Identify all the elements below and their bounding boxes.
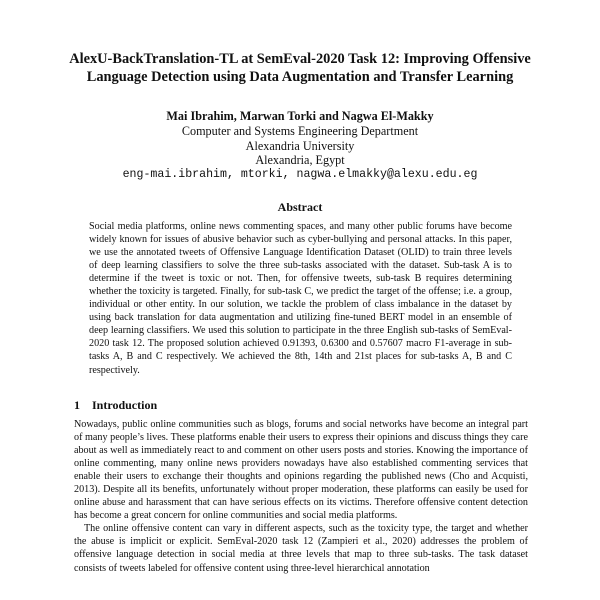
abstract-heading: Abstract <box>277 200 323 214</box>
paper-title: AlexU-BackTranslation-TL at SemEval-2020 Task 12: Improving Offensive Language Detection using Data Augmentation and Transfer Learning <box>69 51 531 85</box>
introduction-body <box>74 418 528 575</box>
affiliation-location: Alexandria, Egypt <box>255 153 345 168</box>
author-emails: eng-mai.ibrahim, mtorki, nagwa.elmakky@alexu.edu.eg <box>122 168 478 182</box>
section-number: 1 <box>74 398 80 412</box>
section-heading-introduction <box>74 398 534 413</box>
author-block <box>60 109 540 183</box>
introduction-paragraph-1: Nowadays, public online communities such as blogs, forums and social networks have become an integral part of many people’s lives. These platforms enable their users to express their opinions and discuss things they care about as well as immediately react to and comment on other users posts and stories. Knowing the importance of online commenting, many online news providers nowadays have also established commenting services that enable their users to exchange their thoughts and opinions regarding the published news (Cho and Acquisti, 2013). Despite all its benefits, unfortunately without proper moderation, these platforms can easily be used for online abuse and harassment that can have serious effects on its victims. Therefore offensive content detection has become a great concern for online communities and social media platforms. <box>74 419 528 522</box>
affiliation-university: Alexandria University <box>245 138 355 153</box>
introduction-paragraph-2: The online offensive content can vary in different aspects, such as the toxicity type, the target and whether the abuse is implicit or explicit. SemEval-2020 task 12 (Zampieri et al., 2020) addresses the problem of offensive language detection in social media at three levels that map to three sub-tasks. The task dataset consists of tweets labeled for offensive content using three-level hierarchical annotation <box>74 523 528 574</box>
author-names: Mai Ibrahim, Marwan Torki and Nagwa El-Makky <box>166 109 434 123</box>
affiliation-department: Computer and Systems Engineering Department <box>181 123 419 138</box>
abstract-text: Social media platforms, online news commenting spaces, and many other public forums have become widely known for issues of abusive behavior such as cyber-bullying and personal attacks. In this paper, we use the annotated tweets of Offensive Language Identification Dataset (OLID) to train three levels of deep learning classifiers to solve the three sub-tasks associated with the dataset. Sub-task A is to determine if the tweet is toxic or not. Then, for offensive tweets, sub-task B requires determining whether the toxicity is targeted. Finally, for sub-task C, we predict the target of the offense; i.e. a group, individual or other entity. In our solution, we tackle the problem of class imbalance in the dataset by using back translation for data augmentation and utilizing fine-tuned BERT model in an ensemble of deep learning classifiers. We used this solution to participate in the three English sub-tasks of SemEval-2020 task 12. The proposed solution achieved 0.91393, 0.6300 and 0.57607 macro F1-average in sub-tasks A, B and C respectively. We achieved the 8th, 14th and 21st places for sub-tasks A, B and C respectively. <box>89 221 512 376</box>
section-title: Introduction <box>92 398 158 412</box>
